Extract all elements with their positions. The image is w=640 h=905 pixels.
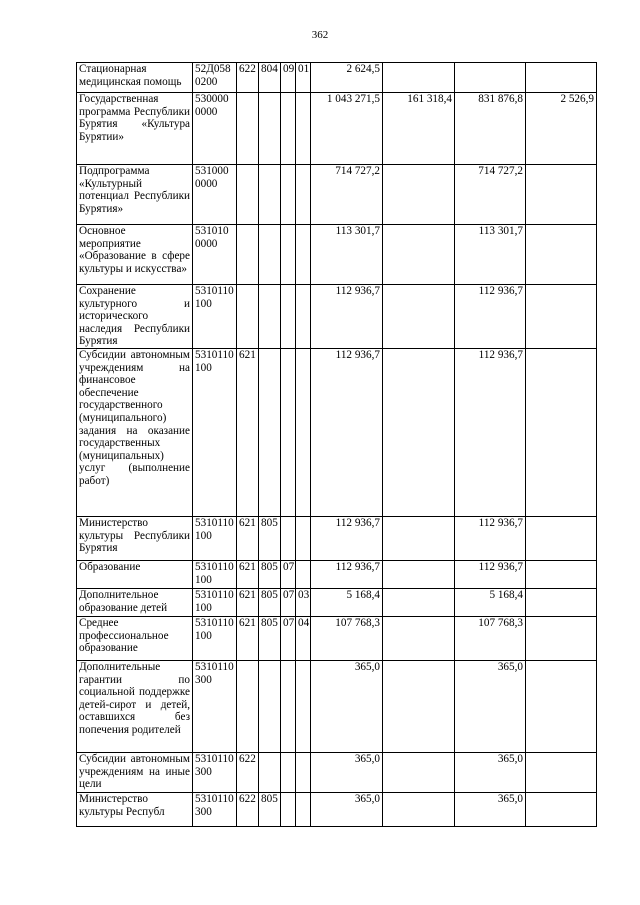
cell-total: 2 624,5	[311, 63, 383, 93]
cell-amount-1	[383, 660, 455, 752]
cell-expense-type: 621	[237, 516, 259, 560]
cell-admin-code: 805	[259, 516, 281, 560]
cell-total: 112 936,7	[311, 285, 383, 349]
table-row	[77, 792, 597, 826]
cell-amount-2: 112 936,7	[455, 348, 526, 516]
cell-amount-2: 112 936,7	[455, 516, 526, 560]
cell-section: 07	[281, 616, 296, 660]
cell-amount-1	[383, 516, 455, 560]
cell-amount-2: 113 301,7	[455, 225, 526, 285]
cell-admin-code: 804	[259, 63, 281, 93]
cell-subsection	[296, 225, 311, 285]
cell-subsection: 03	[296, 588, 311, 616]
cell-subsection	[296, 752, 311, 792]
cell-target-article: 5300000000	[193, 93, 237, 165]
table-row	[77, 165, 597, 225]
cell-amount-1	[383, 560, 455, 588]
cell-target-article: 5310110100	[193, 588, 237, 616]
cell-amount-3	[526, 348, 597, 516]
cell-total: 5 168,4	[311, 588, 383, 616]
cell-target-article: 5310110100	[193, 348, 237, 516]
cell-section	[281, 752, 296, 792]
cell-name: Дополнительное образование детей	[77, 588, 193, 616]
cell-expense-type: 622	[237, 752, 259, 792]
cell-total: 365,0	[311, 792, 383, 826]
cell-name: Субсидии автономным учреждениям на иные цели	[77, 752, 193, 792]
cell-section: 09	[281, 63, 296, 93]
cell-section	[281, 348, 296, 516]
cell-admin-code: 805	[259, 588, 281, 616]
table-row	[77, 285, 597, 349]
cell-total: 1 043 271,5	[311, 93, 383, 165]
cell-subsection	[296, 516, 311, 560]
cell-total: 714 727,2	[311, 165, 383, 225]
cell-target-article: 52Д0580200	[193, 63, 237, 93]
cell-total: 107 768,3	[311, 616, 383, 660]
cell-admin-code	[259, 165, 281, 225]
cell-subsection	[296, 165, 311, 225]
cell-amount-3	[526, 516, 597, 560]
cell-admin-code	[259, 348, 281, 516]
table-row	[77, 516, 597, 560]
cell-section	[281, 660, 296, 752]
cell-expense-type	[237, 285, 259, 349]
cell-subsection	[296, 660, 311, 752]
cell-admin-code: 805	[259, 616, 281, 660]
cell-name: Министерство культуры Республ	[77, 792, 193, 826]
cell-section	[281, 792, 296, 826]
cell-amount-1	[383, 792, 455, 826]
cell-amount-2: 107 768,3	[455, 616, 526, 660]
cell-name: Сохранение культурного и исторического наследия Республики Бурятия	[77, 285, 193, 349]
cell-name: Образование	[77, 560, 193, 588]
cell-total: 365,0	[311, 660, 383, 752]
cell-amount-2: 112 936,7	[455, 560, 526, 588]
cell-name: Среднее профессиональное образование	[77, 616, 193, 660]
table-row	[77, 225, 597, 285]
cell-amount-3	[526, 285, 597, 349]
cell-name: Основное мероприятие «Образование в сфере культуры и искусства»	[77, 225, 193, 285]
cell-subsection	[296, 93, 311, 165]
cell-target-article: 5310110100	[193, 560, 237, 588]
cell-amount-2: 365,0	[455, 752, 526, 792]
cell-name: Стационарная медицинская помощь	[77, 63, 193, 93]
cell-admin-code	[259, 225, 281, 285]
table-row	[77, 63, 597, 93]
table-row	[77, 752, 597, 792]
cell-amount-2: 112 936,7	[455, 285, 526, 349]
cell-admin-code: 805	[259, 792, 281, 826]
table-row	[77, 616, 597, 660]
cell-admin-code	[259, 752, 281, 792]
cell-expense-type: 621	[237, 560, 259, 588]
cell-amount-3: 2 526,9	[526, 93, 597, 165]
cell-amount-2: 714 727,2	[455, 165, 526, 225]
cell-name: Дополнительные гарантии по социальной поддержке детей-сирот и детей, оставшихся без попечения родителей	[77, 660, 193, 752]
cell-expense-type	[237, 165, 259, 225]
cell-expense-type: 622	[237, 63, 259, 93]
cell-amount-2: 365,0	[455, 792, 526, 826]
cell-admin-code	[259, 285, 281, 349]
cell-amount-3	[526, 588, 597, 616]
cell-amount-2: 831 876,8	[455, 93, 526, 165]
cell-amount-3	[526, 63, 597, 93]
cell-name: Подпрограмма «Культурный потенциал Республики Бурятия»	[77, 165, 193, 225]
cell-section	[281, 516, 296, 560]
budget-table	[76, 62, 597, 827]
cell-amount-3	[526, 660, 597, 752]
cell-total: 113 301,7	[311, 225, 383, 285]
cell-admin-code	[259, 660, 281, 752]
cell-amount-1	[383, 63, 455, 93]
cell-expense-type: 621	[237, 348, 259, 516]
cell-subsection	[296, 560, 311, 588]
cell-amount-3	[526, 616, 597, 660]
page-number: 362	[311, 29, 329, 41]
cell-total: 112 936,7	[311, 516, 383, 560]
cell-amount-2: 365,0	[455, 660, 526, 752]
cell-expense-type: 622	[237, 792, 259, 826]
cell-subsection: 04	[296, 616, 311, 660]
cell-section	[281, 225, 296, 285]
cell-section	[281, 285, 296, 349]
cell-section	[281, 93, 296, 165]
table-row	[77, 660, 597, 752]
cell-expense-type	[237, 660, 259, 752]
cell-subsection	[296, 792, 311, 826]
cell-expense-type: 621	[237, 616, 259, 660]
cell-amount-1	[383, 225, 455, 285]
cell-subsection: 01	[296, 63, 311, 93]
cell-amount-2: 5 168,4	[455, 588, 526, 616]
cell-amount-3	[526, 225, 597, 285]
cell-expense-type	[237, 225, 259, 285]
cell-admin-code	[259, 93, 281, 165]
table-body	[77, 63, 597, 827]
cell-amount-3	[526, 792, 597, 826]
cell-section: 07	[281, 588, 296, 616]
cell-target-article: 5310110100	[193, 285, 237, 349]
cell-expense-type	[237, 93, 259, 165]
cell-total: 112 936,7	[311, 348, 383, 516]
cell-subsection	[296, 285, 311, 349]
cell-total: 365,0	[311, 752, 383, 792]
cell-amount-3	[526, 752, 597, 792]
cell-name: Субсидии автономным учреждениям на финансовое обеспечение государственного (муниципального) задания на оказание государственных (муниципальных) услуг (выполнение работ)	[77, 348, 193, 516]
table-row	[77, 348, 597, 516]
cell-target-article: 5310110100	[193, 516, 237, 560]
cell-target-article: 5310100000	[193, 225, 237, 285]
cell-section	[281, 165, 296, 225]
cell-amount-1	[383, 752, 455, 792]
cell-section: 07	[281, 560, 296, 588]
cell-target-article: 5310110100	[193, 616, 237, 660]
cell-amount-1	[383, 285, 455, 349]
table-row	[77, 588, 597, 616]
cell-expense-type: 621	[237, 588, 259, 616]
table-row	[77, 560, 597, 588]
cell-amount-3	[526, 165, 597, 225]
cell-target-article: 5310000000	[193, 165, 237, 225]
cell-amount-1	[383, 348, 455, 516]
cell-amount-1	[383, 616, 455, 660]
cell-target-article: 5310110300	[193, 660, 237, 752]
cell-target-article: 5310110300	[193, 752, 237, 792]
cell-name: Государственная программа Республики Бурятия «Культура Бурятии»	[77, 93, 193, 165]
cell-amount-3	[526, 560, 597, 588]
cell-target-article: 5310110300	[193, 792, 237, 826]
cell-amount-1	[383, 588, 455, 616]
cell-total: 112 936,7	[311, 560, 383, 588]
cell-amount-2	[455, 63, 526, 93]
table-row	[77, 93, 597, 165]
cell-name: Министерство культуры Республики Бурятия	[77, 516, 193, 560]
cell-amount-1: 161 318,4	[383, 93, 455, 165]
cell-admin-code: 805	[259, 560, 281, 588]
cell-amount-1	[383, 165, 455, 225]
cell-subsection	[296, 348, 311, 516]
